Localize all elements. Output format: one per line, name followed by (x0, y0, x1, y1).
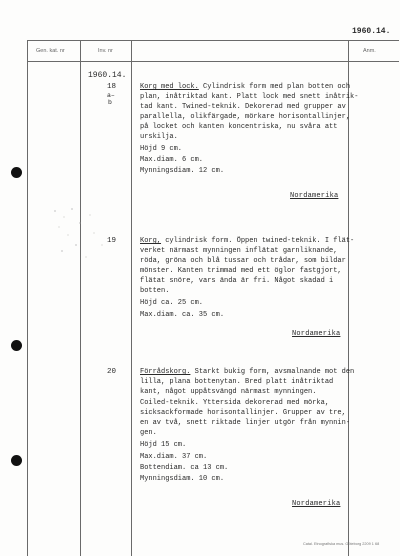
entry-line: Max.diam. 37 cm. (140, 453, 208, 461)
header-anm: Anm. (363, 48, 376, 54)
entry-line: sicksackformade horisontallinjer. Grupper av tre, (140, 409, 346, 417)
entry-line: Mynningsdiam. 12 cm. (140, 167, 225, 175)
entry-number: 19 (107, 237, 117, 245)
form-footer: Catal. Etnografiska mus. Göteborg 2209 1 68 (303, 542, 380, 546)
entry-line: parallella, olikfärgade, mörkare horisontallinjer, (140, 113, 351, 121)
entry-line: gen. (140, 429, 157, 437)
entry-number: 20 (107, 368, 117, 376)
entry-line: tad kant. Twined-teknik. Dekorerad med grupper av (140, 103, 346, 111)
entry-first-line (140, 367, 354, 377)
header-inv-nr: Inv. nr (98, 48, 113, 54)
entry-line: Coiled-teknik. Yttersida dekorerad med mörka, (140, 399, 330, 407)
left-border (27, 40, 28, 556)
page-reference: 1960.14. (352, 27, 391, 36)
entry-first-text: Starkt bukig form, avsmalnande mot den (190, 368, 355, 376)
entry-line: mönster. Kanten trimmad med ett öglor fastgjort, (140, 267, 342, 275)
entry-line: urskilja. (140, 133, 178, 141)
entry-subnumber-b: b (108, 99, 112, 106)
entry-title: Korg, (140, 237, 162, 245)
entry-line: flätat snöre, vars ända är fri. Något skadad i (140, 277, 334, 285)
entry-line: Mynningsdiam. 10 cm. (140, 475, 225, 483)
entry-first-text: cylindrisk form. Öppen twined-teknik. I flät- (161, 237, 355, 245)
scan-speckle (50, 205, 110, 285)
entry-line: på locket och kanten koncentriska, nu svåra att (140, 123, 338, 131)
entry-line: lilla, plana bottenytan. Bred platt inåtriktad (140, 378, 334, 386)
entry-line: röda, gröna och blå tussar och trådar, som bildar (140, 257, 346, 265)
entry-line: Bottendiam. ca 13 cm. (140, 464, 229, 472)
entry-line: Höjd ca. 25 cm. (140, 299, 204, 307)
binder-hole-bottom (11, 455, 22, 466)
entry-region: Nordamerika (292, 500, 341, 508)
entry-line: botten. (140, 287, 170, 295)
entry-title: Korg med lock. (140, 83, 199, 91)
entry-line: en av två, snett riktade linjer utgör från mynnin- (140, 419, 351, 427)
header-bottom-rule (27, 61, 399, 62)
entry-number: 18 (107, 83, 117, 91)
column-divider-1 (80, 40, 81, 556)
entry-line: kant, något uppåtsvängd närmast mynningen. (140, 388, 317, 396)
entry-subnumber: a– (107, 92, 115, 99)
entry-line: plan, inåtriktad kant. Platt lock med snett inåtrik- (140, 93, 359, 101)
entry-region: Nordamerika (290, 192, 339, 200)
entry-line: Höjd 15 cm. (140, 441, 187, 449)
entry-line: verket närmast mynningen inflätat garnliknande, (140, 247, 338, 255)
entry-line: Max.diam. ca. 35 cm. (140, 311, 225, 319)
entry-region: Nordamerika (292, 330, 341, 338)
entry-first-text: Cylindrisk form med plan botten och (198, 83, 351, 91)
entry-first-line (140, 82, 350, 92)
entry-title: Förrådskorg. (140, 368, 191, 376)
column-divider-2 (131, 40, 132, 556)
header-gen-kat-nr: Gen. kat. nr (36, 48, 65, 54)
entry-line: Höjd 9 cm. (140, 145, 183, 153)
entry-line: Max.diam. 6 cm. (140, 156, 204, 164)
binder-hole-top (11, 167, 22, 178)
entry-first-line (140, 236, 354, 246)
binder-hole-middle (11, 340, 22, 351)
group-number: 1960.14. (88, 71, 127, 80)
header-top-rule (27, 40, 399, 41)
